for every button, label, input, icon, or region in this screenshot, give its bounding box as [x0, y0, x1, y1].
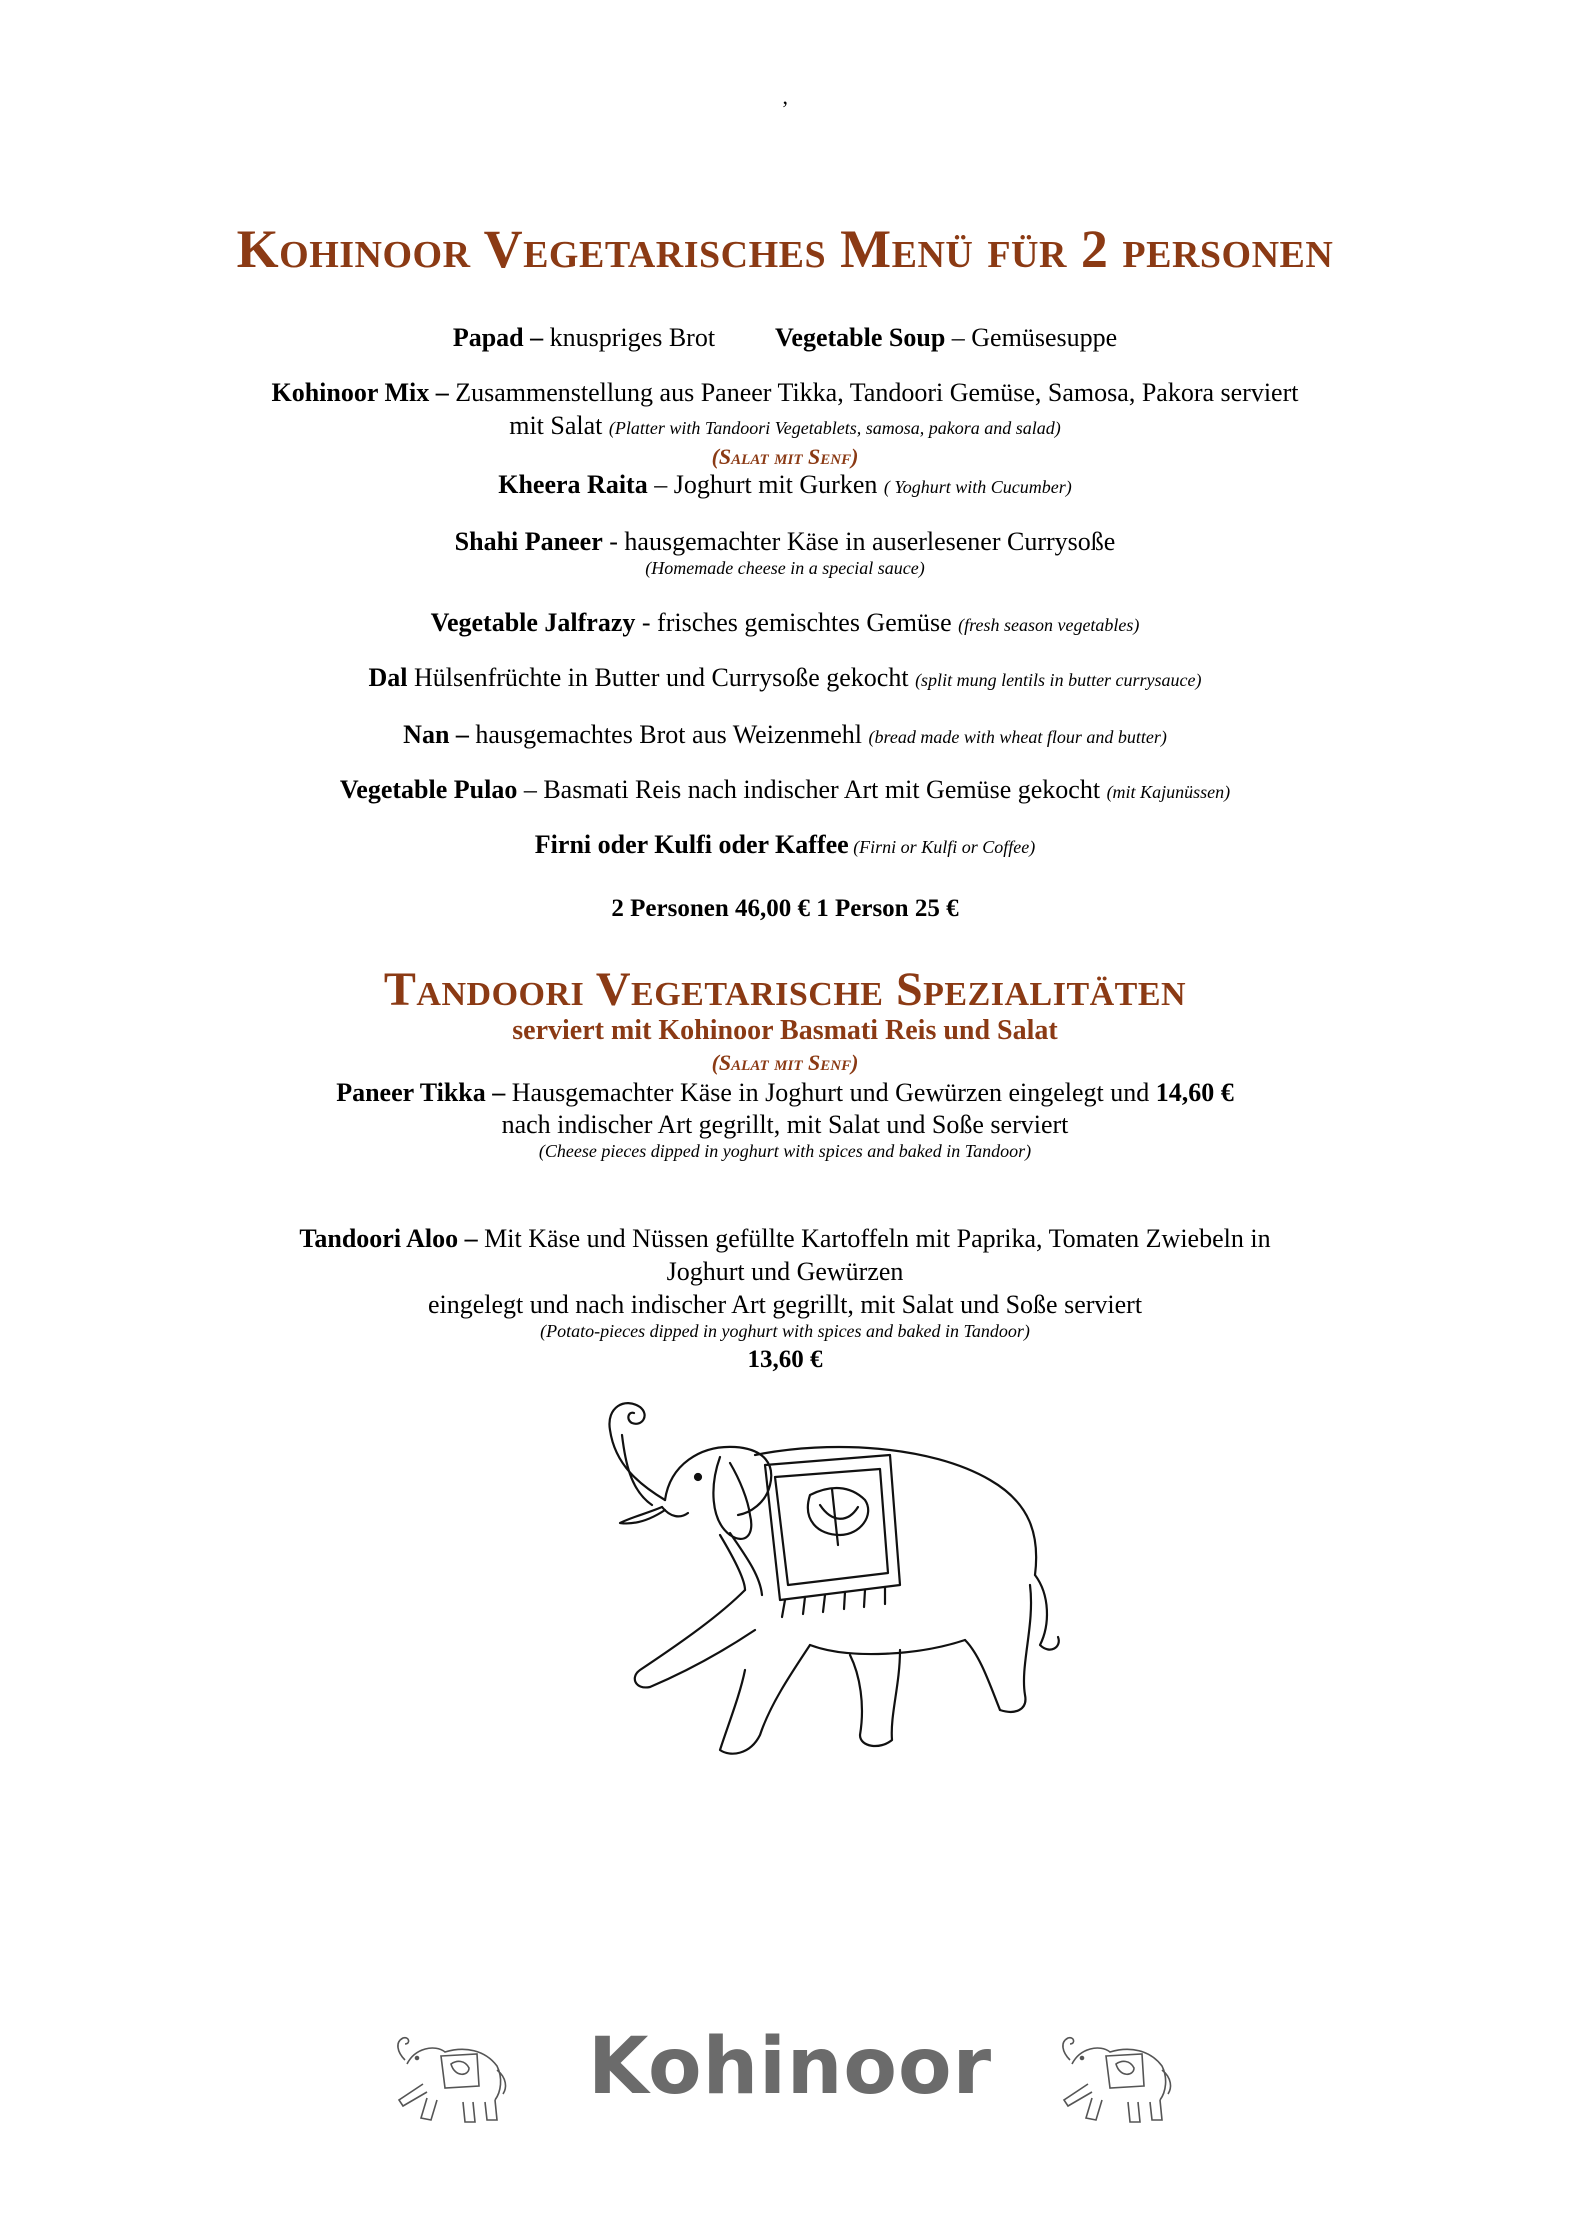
dessert-english: (Firni or Kulfi or Coffee) [848, 837, 1036, 857]
menu-title: Kohinoor Vegetarisches Menü für 2 personen [236, 219, 1334, 279]
nan-english: (bread made with wheat flour and butter) [868, 727, 1167, 747]
nan-name: Nan – [403, 720, 469, 749]
mix-line-2 [0, 410, 1570, 444]
aloo-line-1 [0, 1223, 1570, 1255]
aloo-desc-1: Mit Käse und Nüssen gefüllte Kartoffeln mit Paprika, Tomaten Zwiebeln in [477, 1224, 1271, 1253]
dal-name: Dal [368, 663, 408, 692]
pulao-name: Vegetable Pulao [339, 775, 518, 804]
mix-name: Kohinoor Mix – [271, 378, 449, 407]
kohinoor-logo: Kohinoor [587, 2022, 993, 2112]
elephant-illustration [570, 1385, 1110, 1785]
tikka-english: (Cheese pieces dipped in yoghurt with spices and baked in Tandoor) [538, 1141, 1032, 1161]
tikka-english-line [0, 1141, 1570, 1162]
paneer-line [0, 526, 1570, 558]
tandoori-subtitle: serviert mit Kohinoor Basmati Reis und Salat [512, 1015, 1058, 1046]
papad-name: Papad – [452, 323, 544, 352]
pulao-line [0, 774, 1570, 808]
aloo-price: 13,60 € [747, 1346, 823, 1373]
tikka-line-1 [0, 1077, 1570, 1109]
mix-line-1 [0, 377, 1570, 409]
nan-desc: hausgemachtes Brot aus Weizenmehl [468, 720, 869, 749]
small-elephant-icon-left [385, 2030, 515, 2130]
mix-desc-1: Zusammenstellung aus Paneer Tikka, Tandoori Gemüse, Samosa, Pakora serviert [448, 378, 1299, 407]
dal-english: (split mung lentils in butter currysauce) [915, 670, 1202, 690]
soup-desc: – Gemüsesuppe [945, 323, 1118, 352]
paneer-english: (Homemade cheese in a special sauce) [645, 558, 925, 578]
aloo-line-3: eingelegt und nach indischer Art gegrillt, mit Salat und Soße serviert [427, 1290, 1143, 1319]
pulao-desc: – Basmati Reis nach indischer Art mit Gemüse gekocht [517, 775, 1107, 804]
aloo-line-2: Joghurt und Gewürzen [666, 1257, 904, 1286]
raita-line [0, 469, 1570, 503]
tikka-line-2: nach indischer Art gegrillt, mit Salat und Soße serviert [501, 1110, 1069, 1139]
tandoori-title: Tandoori Vegetarische Spezialitäten [383, 963, 1187, 1016]
tikka-desc-1: Hausgemachter Käse in Joghurt und Gewürzen eingelegt und [505, 1078, 1156, 1107]
menu-salat-note: (Salat mit Senf) [711, 444, 859, 469]
dessert-line [0, 829, 1570, 863]
pulao-english: (mit Kajunüssen) [1106, 782, 1231, 802]
soup-name: Vegetable Soup [775, 323, 946, 352]
raita-english: ( Yoghurt with Cucumber) [883, 477, 1072, 497]
paneer-desc: - hausgemachter Käse in auserlesener Currysoße [602, 527, 1116, 556]
jalfrazy-english: (fresh season vegetables) [958, 615, 1140, 635]
aloo-english: (Potato-pieces dipped in yoghurt with spices and baked in Tandoor) [540, 1321, 1030, 1341]
jalfrazy-line [0, 607, 1570, 641]
aloo-name: Tandoori Aloo – [299, 1224, 478, 1253]
dal-line [0, 662, 1570, 696]
tandoori-salat-note: (Salat mit Senf) [711, 1050, 859, 1075]
tikka-name: Paneer Tikka – [336, 1078, 506, 1107]
small-elephant-icon-right [1050, 2030, 1180, 2130]
dessert-name: Firni oder Kulfi oder Kaffee [534, 830, 849, 859]
aloo-english-line [0, 1321, 1570, 1342]
paneer-name: Shahi Paneer [454, 527, 603, 556]
jalfrazy-name: Vegetable Jalfrazy [430, 608, 636, 637]
mix-desc-2: mit Salat [509, 411, 609, 440]
nan-line [0, 719, 1570, 753]
dal-desc: Hülsenfrüchte in Butter und Currysoße gekocht [407, 663, 916, 692]
page-mark: ’ [781, 96, 789, 121]
papad-desc: knuspriges Brot [543, 323, 716, 352]
raita-name: Kheera Raita [498, 470, 648, 499]
mix-english: (Platter with Tandoori Vegetablets, samosa, pakora and salad) [608, 418, 1061, 438]
raita-desc: – Joghurt mit Gurken [647, 470, 884, 499]
menu-price: 2 Personen 46,00 € 1 Person 25 € [611, 895, 959, 922]
paneer-english-line [0, 558, 1570, 579]
jalfrazy-desc: - frisches gemischtes Gemüse [635, 608, 959, 637]
tikka-price: 14,60 € [1155, 1078, 1234, 1107]
menu-row-papad-soup [0, 322, 1570, 354]
